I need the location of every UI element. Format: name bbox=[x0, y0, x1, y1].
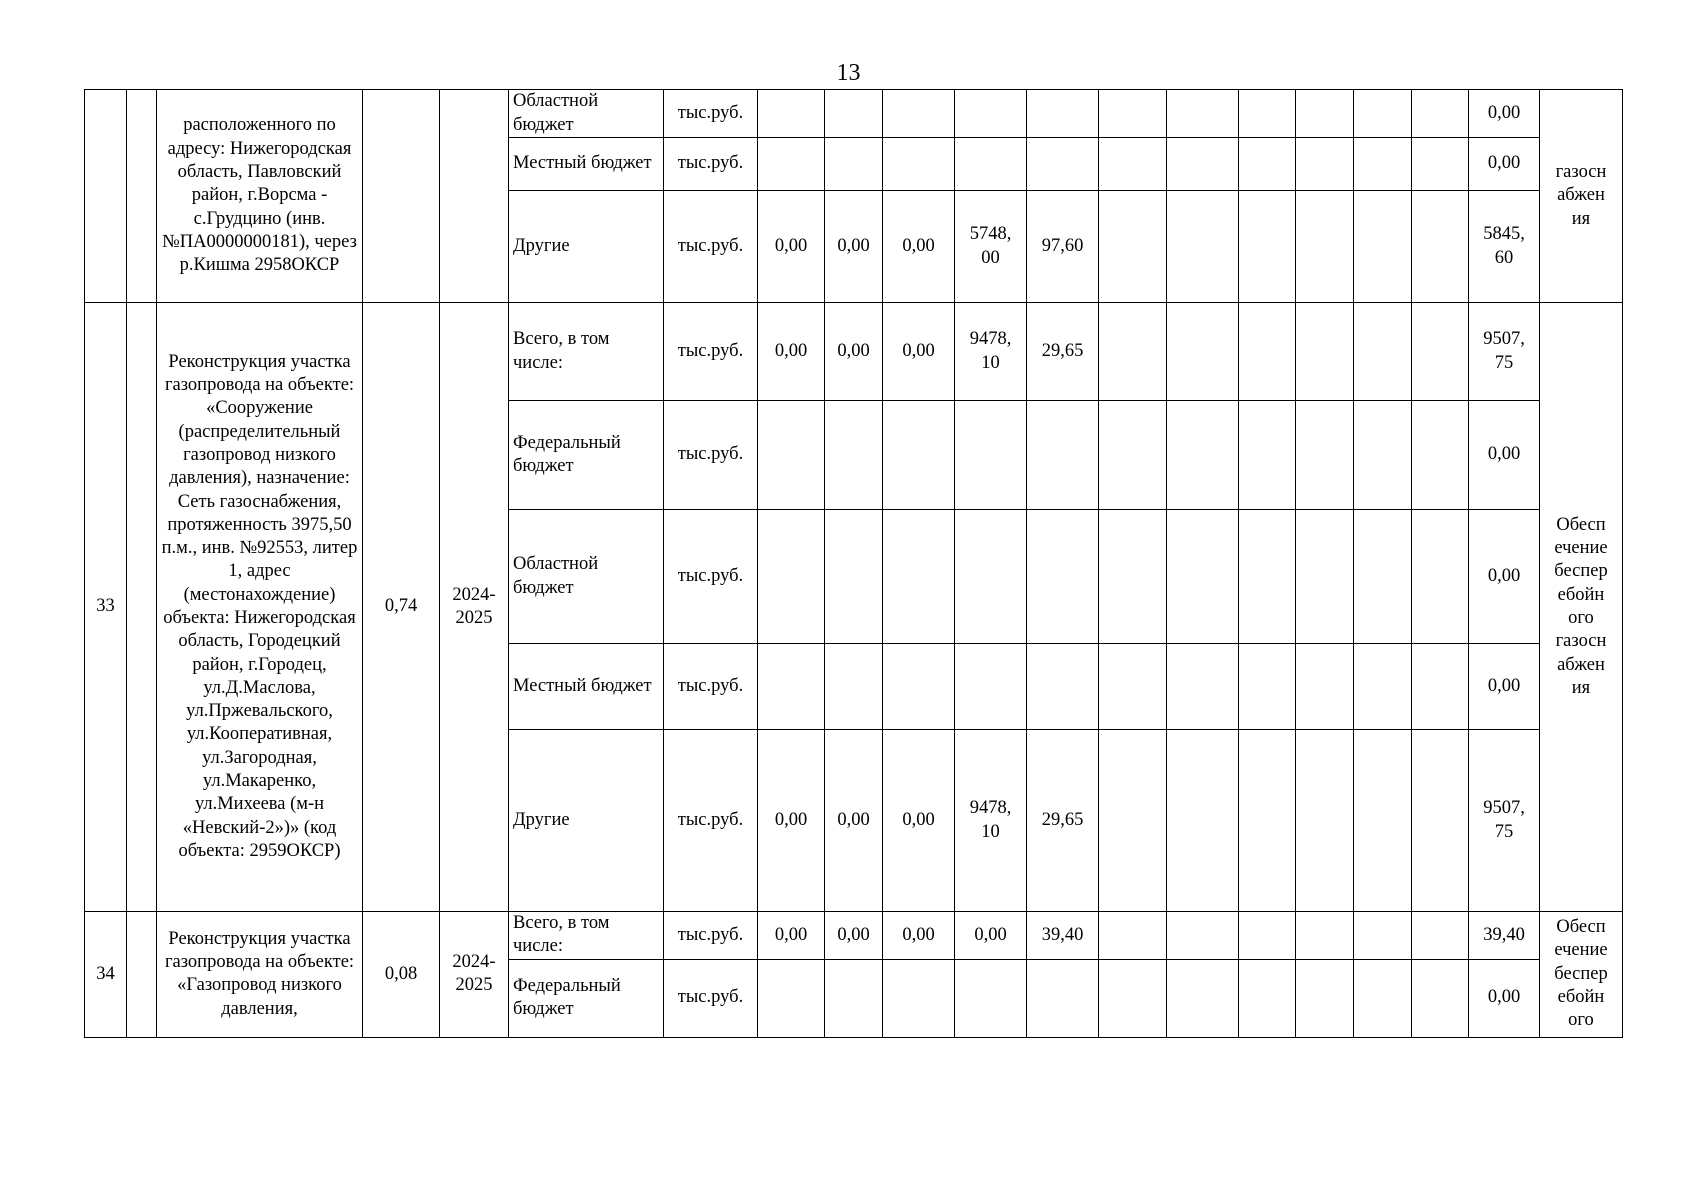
value-cell bbox=[1354, 303, 1412, 401]
years-cell: 2024- 2025 bbox=[440, 303, 509, 912]
value-cell bbox=[955, 401, 1027, 510]
object-description: Реконструкция участка газопровода на объекте: «Газопровод низкого давления, bbox=[157, 912, 363, 1038]
total-cell: 5845, 60 bbox=[1469, 191, 1540, 303]
value-cell bbox=[1412, 191, 1469, 303]
value-cell bbox=[825, 401, 883, 510]
unit-cell: тыс.руб. bbox=[664, 644, 758, 730]
value-cell: 0,00 bbox=[825, 191, 883, 303]
value-cell: 0,00 bbox=[758, 912, 825, 960]
unit-cell: тыс.руб. bbox=[664, 303, 758, 401]
value-cell bbox=[1167, 510, 1239, 644]
value-cell bbox=[1239, 912, 1296, 960]
value-cell bbox=[1296, 303, 1354, 401]
value-cell bbox=[1167, 191, 1239, 303]
value-cell bbox=[1296, 644, 1354, 730]
value-cell bbox=[955, 510, 1027, 644]
value-cell bbox=[1239, 90, 1296, 138]
value-cell bbox=[1167, 912, 1239, 960]
value-cell: 29,65 bbox=[1027, 730, 1099, 912]
value-cell bbox=[758, 90, 825, 138]
funding-source-label: Федеральный бюджет bbox=[509, 401, 664, 510]
years-cell: 2024- 2025 bbox=[440, 912, 509, 1038]
value-cell: 0,00 bbox=[758, 191, 825, 303]
value-cell bbox=[1099, 401, 1167, 510]
value-cell bbox=[883, 959, 955, 1037]
value-cell bbox=[1354, 138, 1412, 191]
value-cell bbox=[1167, 644, 1239, 730]
value-cell bbox=[1412, 644, 1469, 730]
funding-source-label: Другие bbox=[509, 191, 664, 303]
value-cell bbox=[1412, 401, 1469, 510]
capacity-cell: 0,74 bbox=[363, 303, 440, 912]
value-cell bbox=[1027, 90, 1099, 138]
value-cell bbox=[1296, 912, 1354, 960]
value-cell bbox=[1412, 90, 1469, 138]
value-cell bbox=[1239, 401, 1296, 510]
value-cell: 0,00 bbox=[883, 303, 955, 401]
page-number: 13 bbox=[836, 60, 861, 86]
table-row bbox=[85, 90, 1623, 138]
unit-cell: тыс.руб. bbox=[664, 730, 758, 912]
value-cell: 0,00 bbox=[883, 730, 955, 912]
value-cell: 5748, 00 bbox=[955, 191, 1027, 303]
value-cell bbox=[883, 90, 955, 138]
value-cell bbox=[1296, 730, 1354, 912]
object-description: расположенного по адресу: Нижегородская область, Павловский район, г.Ворсма - с.Грудцино (инв. №ПА0000000181), через р.Кишма 2958ОКСР bbox=[157, 90, 363, 303]
value-cell bbox=[1296, 510, 1354, 644]
value-cell: 0,00 bbox=[758, 730, 825, 912]
value-cell bbox=[825, 959, 883, 1037]
value-cell bbox=[883, 138, 955, 191]
value-cell bbox=[1296, 138, 1354, 191]
value-cell bbox=[1354, 644, 1412, 730]
value-cell bbox=[1167, 138, 1239, 191]
object-description: Реконструкция участка газопровода на объекте: «Сооружение (распределительный газопровод низкого давления), назначение: Сеть газоснабжения, протяженность 3975,50 п.м., инв. №92553, литер 1, адрес (местонахождение) объекта: Нижегородская область, Городецкий район, г.Городец, ул.Д.Маслова, ул.Пржевальского, ул.Кооперативная, ул.Загородная, ул.Макаренко, ул.Михеева (м-н «Невский-2»)» (код объекта: 2959ОКСР) bbox=[157, 303, 363, 912]
unit-cell: тыс.руб. bbox=[664, 191, 758, 303]
value-cell: 39,40 bbox=[1027, 912, 1099, 960]
value-cell bbox=[1296, 90, 1354, 138]
value-cell bbox=[1099, 191, 1167, 303]
value-cell bbox=[1099, 303, 1167, 401]
value-cell bbox=[1354, 912, 1412, 960]
value-cell bbox=[955, 90, 1027, 138]
funding-source-label: Федеральный бюджет bbox=[509, 959, 664, 1037]
funding-source-label: Всего, в том числе: bbox=[509, 912, 664, 960]
value-cell bbox=[758, 401, 825, 510]
value-cell: 9478, 10 bbox=[955, 730, 1027, 912]
total-cell: 39,40 bbox=[1469, 912, 1540, 960]
value-cell bbox=[1239, 303, 1296, 401]
total-cell: 0,00 bbox=[1469, 90, 1540, 138]
value-cell bbox=[758, 510, 825, 644]
value-cell bbox=[1354, 959, 1412, 1037]
capacity-cell bbox=[363, 90, 440, 303]
value-cell bbox=[883, 644, 955, 730]
value-cell bbox=[1239, 510, 1296, 644]
purpose-cell: газосн абжен ия bbox=[1540, 90, 1623, 303]
value-cell bbox=[1354, 730, 1412, 912]
value-cell: 0,00 bbox=[883, 912, 955, 960]
value-cell bbox=[1099, 959, 1167, 1037]
funding-source-label: Всего, в том числе: bbox=[509, 303, 664, 401]
value-cell bbox=[1412, 959, 1469, 1037]
value-cell bbox=[1412, 730, 1469, 912]
value-cell bbox=[1412, 510, 1469, 644]
row-number-cell: 33 bbox=[85, 303, 127, 912]
value-cell bbox=[1354, 510, 1412, 644]
purpose-cell: Обесп ечение беспер ебойн ого bbox=[1540, 912, 1623, 1038]
unit-cell: тыс.руб. bbox=[664, 138, 758, 191]
years-cell bbox=[440, 90, 509, 303]
value-cell bbox=[883, 401, 955, 510]
value-cell bbox=[955, 644, 1027, 730]
funding-source-label: Местный бюджет bbox=[509, 138, 664, 191]
value-cell bbox=[758, 959, 825, 1037]
value-cell bbox=[1167, 303, 1239, 401]
value-cell: 0,00 bbox=[825, 303, 883, 401]
row-number-cell: 34 bbox=[85, 912, 127, 1038]
value-cell: 0,00 bbox=[825, 730, 883, 912]
value-cell bbox=[1167, 730, 1239, 912]
value-cell bbox=[758, 644, 825, 730]
value-cell bbox=[1027, 959, 1099, 1037]
unit-cell: тыс.руб. bbox=[664, 510, 758, 644]
value-cell bbox=[955, 959, 1027, 1037]
value-cell bbox=[1099, 138, 1167, 191]
total-cell: 9507, 75 bbox=[1469, 730, 1540, 912]
unit-cell: тыс.руб. bbox=[664, 912, 758, 960]
total-cell: 0,00 bbox=[1469, 959, 1540, 1037]
value-cell bbox=[1239, 959, 1296, 1037]
value-cell: 0,00 bbox=[825, 912, 883, 960]
value-cell bbox=[1296, 401, 1354, 510]
value-cell: 9478, 10 bbox=[955, 303, 1027, 401]
value-cell: 97,60 bbox=[1027, 191, 1099, 303]
value-cell bbox=[1354, 191, 1412, 303]
value-cell bbox=[1027, 401, 1099, 510]
value-cell bbox=[758, 138, 825, 191]
value-cell bbox=[1412, 138, 1469, 191]
value-cell bbox=[1412, 912, 1469, 960]
total-cell: 0,00 bbox=[1469, 510, 1540, 644]
value-cell bbox=[1099, 912, 1167, 960]
value-cell bbox=[1167, 90, 1239, 138]
value-cell bbox=[1027, 510, 1099, 644]
value-cell: 0,00 bbox=[955, 912, 1027, 960]
sub-number-cell bbox=[127, 90, 157, 303]
sub-number-cell bbox=[127, 303, 157, 912]
value-cell bbox=[1027, 138, 1099, 191]
value-cell bbox=[1412, 303, 1469, 401]
value-cell bbox=[1239, 730, 1296, 912]
value-cell bbox=[1296, 959, 1354, 1037]
investment-program-table bbox=[84, 89, 1623, 1038]
value-cell bbox=[955, 138, 1027, 191]
table-row bbox=[85, 912, 1623, 960]
funding-source-label: Областной бюджет bbox=[509, 510, 664, 644]
total-cell: 0,00 bbox=[1469, 644, 1540, 730]
value-cell bbox=[1099, 730, 1167, 912]
value-cell bbox=[825, 90, 883, 138]
value-cell bbox=[825, 510, 883, 644]
total-cell: 0,00 bbox=[1469, 138, 1540, 191]
value-cell bbox=[1027, 644, 1099, 730]
value-cell bbox=[1099, 90, 1167, 138]
total-cell: 9507, 75 bbox=[1469, 303, 1540, 401]
value-cell bbox=[1099, 644, 1167, 730]
funding-source-label: Местный бюджет bbox=[509, 644, 664, 730]
value-cell bbox=[825, 644, 883, 730]
value-cell bbox=[1354, 401, 1412, 510]
value-cell: 0,00 bbox=[883, 191, 955, 303]
total-cell: 0,00 bbox=[1469, 401, 1540, 510]
value-cell bbox=[883, 510, 955, 644]
funding-source-label: Другие bbox=[509, 730, 664, 912]
capacity-cell: 0,08 bbox=[363, 912, 440, 1038]
unit-cell: тыс.руб. bbox=[664, 959, 758, 1037]
funding-source-label: Областной бюджет bbox=[509, 90, 664, 138]
value-cell bbox=[825, 138, 883, 191]
value-cell bbox=[1239, 191, 1296, 303]
table-row bbox=[85, 303, 1623, 401]
value-cell bbox=[1354, 90, 1412, 138]
unit-cell: тыс.руб. bbox=[664, 90, 758, 138]
value-cell bbox=[1239, 138, 1296, 191]
value-cell: 0,00 bbox=[758, 303, 825, 401]
row-number-cell bbox=[85, 90, 127, 303]
value-cell: 29,65 bbox=[1027, 303, 1099, 401]
value-cell bbox=[1167, 959, 1239, 1037]
unit-cell: тыс.руб. bbox=[664, 401, 758, 510]
value-cell bbox=[1099, 510, 1167, 644]
value-cell bbox=[1239, 644, 1296, 730]
value-cell bbox=[1296, 191, 1354, 303]
sub-number-cell bbox=[127, 912, 157, 1038]
purpose-cell: Обесп ечение беспер ебойн ого газосн абжен ия bbox=[1540, 303, 1623, 912]
value-cell bbox=[1167, 401, 1239, 510]
